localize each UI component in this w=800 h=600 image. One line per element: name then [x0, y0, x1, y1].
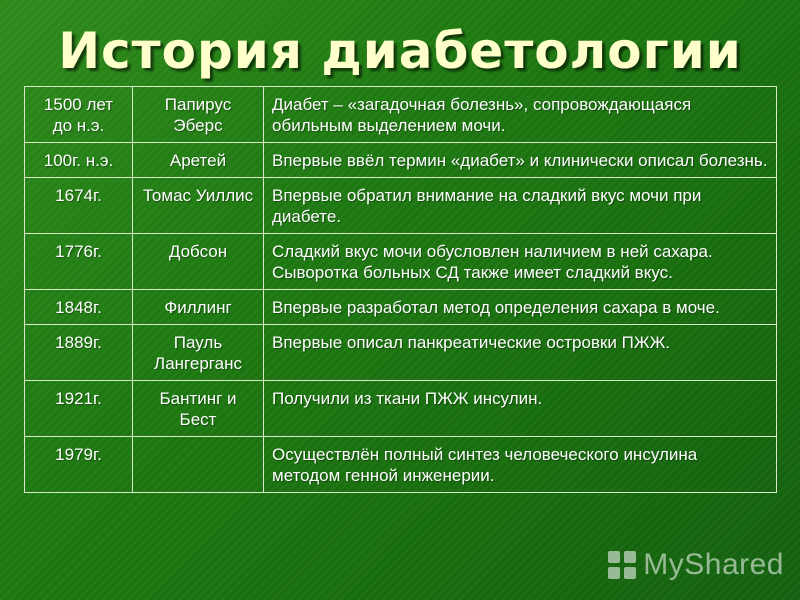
description-cell: Впервые разработал метод определения сахара в моче.: [264, 290, 777, 325]
table-row: [25, 437, 777, 493]
year-cell: 1921г.: [25, 381, 133, 437]
year-cell: 1500 лет до н.э.: [25, 87, 133, 143]
myshared-watermark: [607, 548, 784, 582]
table-row: [25, 325, 777, 381]
name-cell: Аретей: [133, 143, 264, 178]
year-cell: 1674г.: [25, 178, 133, 234]
name-cell: Филлинг: [133, 290, 264, 325]
watermark-text: MyShared: [643, 548, 784, 581]
name-cell: Томас Уиллис: [133, 178, 264, 234]
name-cell: Папирус Эберс: [133, 87, 264, 143]
year-cell: 1889г.: [25, 325, 133, 381]
table-row: [25, 381, 777, 437]
year-cell: 100г. н.э.: [25, 143, 133, 178]
table-row: [25, 87, 777, 143]
slide-title: История диабетологии: [58, 22, 742, 80]
table-row: [25, 290, 777, 325]
myshared-logo-icon: [607, 550, 637, 580]
name-cell: Пауль Лангерганс: [133, 325, 264, 381]
description-cell: Диабет – «загадочная болезнь», сопровождающаяся обильным выделением мочи.: [264, 87, 777, 143]
table-row: [25, 234, 777, 290]
description-cell: Впервые описал панкреатические островки ПЖЖ.: [264, 325, 777, 381]
table-row: [25, 178, 777, 234]
year-cell: 1848г.: [25, 290, 133, 325]
name-cell: [133, 437, 264, 493]
description-cell: Сладкий вкус мочи обусловлен наличием в ней сахара. Сыворотка больных СД также имеет сладкий вкус.: [264, 234, 777, 290]
year-cell: 1979г.: [25, 437, 133, 493]
table-row: [25, 143, 777, 178]
history-table-container: [24, 86, 776, 493]
year-cell: 1776г.: [25, 234, 133, 290]
description-cell: Впервые ввёл термин «диабет» и клинически описал болезнь.: [264, 143, 777, 178]
description-cell: Впервые обратил внимание на сладкий вкус мочи при диабете.: [264, 178, 777, 234]
history-table: [24, 86, 777, 493]
name-cell: Добсон: [133, 234, 264, 290]
name-cell: Бантинг и Бест: [133, 381, 264, 437]
description-cell: Получили из ткани ПЖЖ инсулин.: [264, 381, 777, 437]
description-cell: Осуществлён полный синтез человеческого инсулина методом генной инженерии.: [264, 437, 777, 493]
